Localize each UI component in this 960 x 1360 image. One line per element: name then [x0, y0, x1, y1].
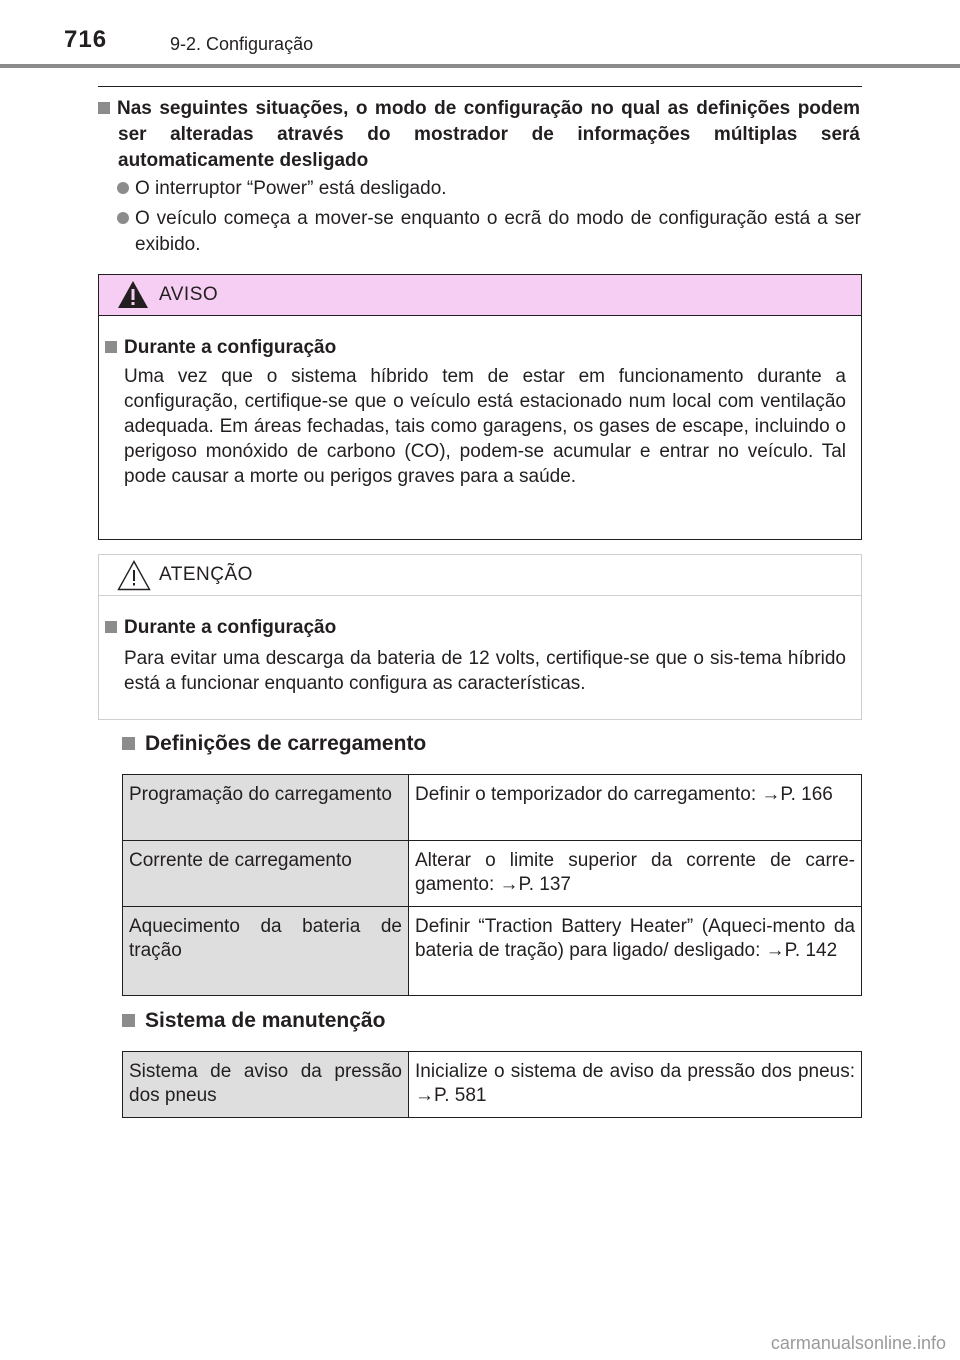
- page-number: 716: [64, 26, 108, 53]
- table-key-cell: Aquecimento da bateria de tração: [123, 907, 409, 996]
- maintenance-heading-text: Sistema de manutenção: [145, 1009, 386, 1032]
- warning-box: [98, 274, 862, 540]
- table-row: [123, 841, 862, 907]
- watermark: carmanualsonline.info: [770, 1333, 946, 1353]
- charging-heading: [122, 732, 426, 756]
- table-value-cell: Inicialize o sistema de aviso da pressão dos pneus: →P. 581: [409, 1052, 862, 1118]
- header-rule: [0, 64, 960, 68]
- list-item: [117, 176, 861, 202]
- caution-body: Para evitar uma descarga da bateria de 12 volts, certifique-se que o sis-tema híbrido está a funcionar enquanto configura as características.: [124, 648, 846, 694]
- table-value-cell: Alterar o limite superior da corrente de carre-gamento: →P. 137: [409, 841, 862, 907]
- warning-body: Uma vez que o sistema híbrido tem de estar em funcionamento durante a configuração, certifique-se que o veículo está estacionado num local com ventilação adequada. Em áreas fechadas, tais como garagens, os gases de escape, incluindo o perigoso monóxido de carbono (CO), podem-se acumular e entrar no veículo. Tal pode causar a morte ou perigos graves para a saúde.: [124, 366, 846, 487]
- list-item: [117, 206, 861, 258]
- charging-table: [122, 774, 862, 996]
- table-key-cell: Sistema de aviso da pressão dos pneus: [123, 1052, 409, 1118]
- table-value-cell: Definir “Traction Battery Heater” (Aqueci-mento da bateria de tração) para ligado/ desligado: →P. 142: [409, 907, 862, 996]
- caution-header: [99, 555, 861, 596]
- table-key-cell: Corrente de carregamento: [123, 841, 409, 907]
- table-value-cell: Definir o temporizador do carregamento: →P. 166: [409, 775, 862, 841]
- warning-triangle-icon: [117, 280, 149, 309]
- table-key-cell: Programação do carregamento: [123, 775, 409, 841]
- warning-subheading-text: Durante a configuração: [124, 337, 337, 358]
- square-bullet-icon: [122, 1014, 135, 1027]
- square-bullet-icon: [98, 102, 110, 114]
- intro-heading: [98, 96, 860, 174]
- round-bullet-icon: [117, 182, 129, 194]
- section-title: 9-2. Configuração: [170, 34, 314, 54]
- list-item-text: O veículo começa a mover-se enquanto o ecrã do modo de configuração está a ser exibido.: [135, 208, 861, 255]
- caution-label: ATENÇÃO: [159, 564, 253, 585]
- square-bullet-icon: [122, 737, 135, 750]
- intro-heading-text: Nas seguintes situações, o modo de configuração no qual as definições podem ser alteradas através do mostrador de informações múltiplas será automaticamente desligado: [117, 98, 860, 171]
- square-bullet-icon: [105, 621, 117, 633]
- table-row: [123, 907, 862, 996]
- caution-subheading-text: Durante a configuração: [124, 617, 337, 638]
- list-item-text: O interruptor “Power” está desligado.: [135, 178, 447, 199]
- warning-label: AVISO: [159, 284, 219, 305]
- caution-subheading: [105, 617, 336, 639]
- content-top-rule: [98, 86, 862, 87]
- table-row: [123, 775, 862, 841]
- maintenance-heading: [122, 1009, 385, 1033]
- caution-box: [98, 554, 862, 720]
- charging-heading-text: Definições de carregamento: [145, 732, 427, 755]
- square-bullet-icon: [105, 341, 117, 353]
- caution-triangle-icon: [117, 560, 151, 591]
- round-bullet-icon: [117, 212, 129, 224]
- maintenance-table: [122, 1051, 862, 1118]
- warning-subheading: [105, 337, 336, 359]
- warning-header: [99, 275, 861, 316]
- table-row: [123, 1052, 862, 1118]
